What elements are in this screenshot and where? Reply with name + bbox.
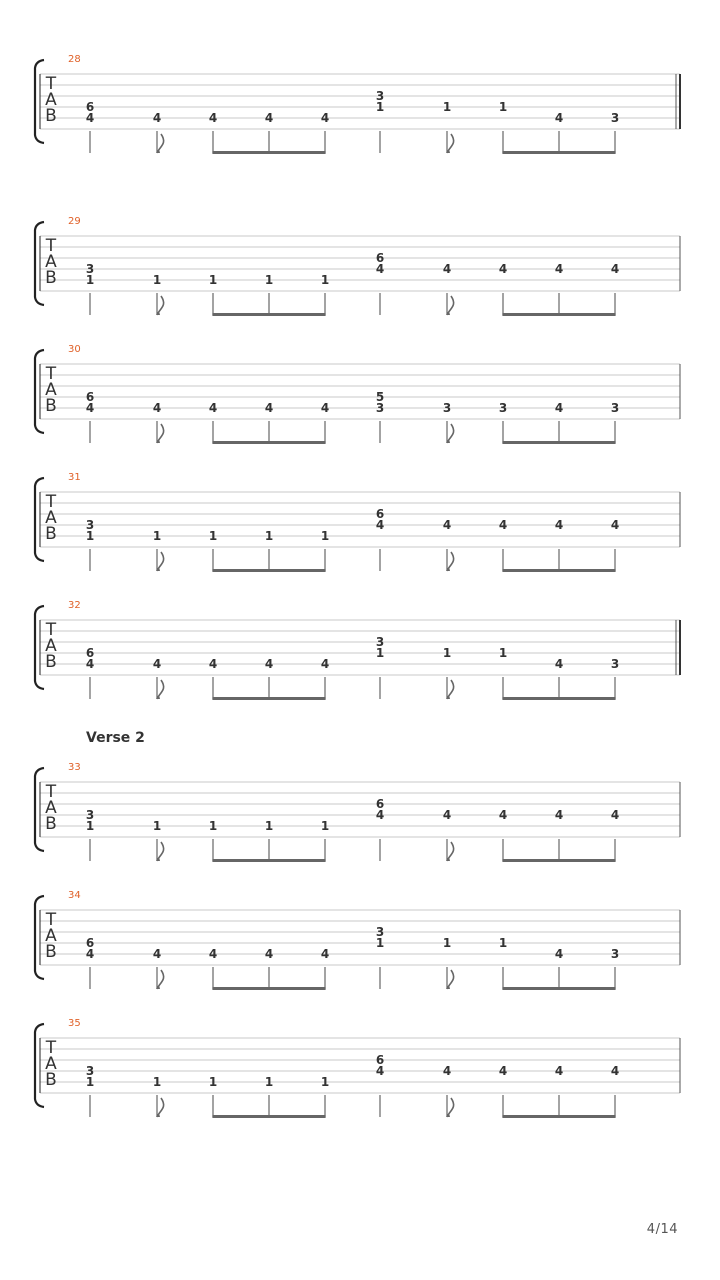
fret-number: 4 [610,1064,620,1078]
fret-number: 4 [554,947,564,961]
fret-number: 1 [320,1075,330,1089]
note-flag [447,842,454,861]
fret-number: 4 [85,947,95,961]
tab-clef-letter: A [45,252,57,272]
fret-number: 4 [554,111,564,125]
tab-clef-letter: A [45,926,57,946]
fret-number: 3 [375,89,385,103]
note-flag [157,424,164,443]
fret-number: 1 [442,100,452,114]
note-flag [157,1098,164,1117]
fret-number: 4 [442,518,452,532]
fret-number: 4 [85,657,95,671]
note-beam [212,1115,325,1118]
fret-number: 6 [375,797,385,811]
tab-clef-letter: A [45,798,57,818]
note-beam [212,151,325,154]
fret-number: 1 [208,273,218,287]
tab-clef-letter: T [45,620,57,640]
fret-number: 4 [152,401,162,415]
section-label: Verse 2 [86,730,145,746]
note-beam [212,859,325,862]
note-beam [502,151,615,154]
note-flag [157,970,164,989]
measure-number: 35 [68,1018,81,1029]
measure-number: 32 [68,600,81,611]
tab-clef-letter: A [45,380,57,400]
fret-number: 4 [264,401,274,415]
fret-number: 1 [152,273,162,287]
fret-number: 1 [320,273,330,287]
fret-number: 4 [264,657,274,671]
fret-number: 3 [375,635,385,649]
measure-number: 33 [68,762,81,773]
fret-number: 3 [610,111,620,125]
fret-number: 4 [442,808,452,822]
fret-number: 1 [498,646,508,660]
fret-number: 3 [610,947,620,961]
fret-number: 4 [375,518,385,532]
tab-clef-letter: T [45,1038,57,1058]
fret-number: 4 [554,657,564,671]
fret-number: 3 [375,401,385,415]
fret-number: 4 [152,111,162,125]
fret-number: 5 [375,390,385,404]
fret-number: 4 [554,808,564,822]
fret-number: 4 [152,657,162,671]
fret-number: 4 [208,111,218,125]
fret-number: 1 [152,1075,162,1089]
tab-clef-letter: B [45,652,57,672]
note-flag [157,680,164,699]
fret-number: 4 [610,262,620,276]
tab-clef-letter: T [45,364,57,384]
fret-number: 3 [85,808,95,822]
fret-number: 3 [442,401,452,415]
note-beam [502,569,615,572]
tab-clef-letter: B [45,1070,57,1090]
measure-number: 31 [68,472,81,483]
note-beam [212,987,325,990]
fret-number: 1 [208,1075,218,1089]
fret-number: 1 [375,646,385,660]
fret-number: 3 [610,401,620,415]
note-beam [502,441,615,444]
fret-number: 6 [85,390,95,404]
fret-number: 1 [85,529,95,543]
tab-clef-letter: T [45,236,57,256]
fret-number: 4 [375,808,385,822]
fret-number: 3 [498,401,508,415]
fret-number: 4 [320,657,330,671]
fret-number: 1 [320,819,330,833]
fret-number: 1 [264,819,274,833]
fret-number: 4 [85,401,95,415]
tab-clef-letter: A [45,1054,57,1074]
measure-number: 30 [68,344,81,355]
note-flag [447,424,454,443]
tab-clef-letter: A [45,636,57,656]
fret-number: 4 [375,262,385,276]
fret-number: 1 [498,100,508,114]
fret-number: 1 [152,819,162,833]
note-flag [447,1098,454,1117]
note-flag [157,842,164,861]
fret-number: 4 [320,947,330,961]
fret-number: 4 [320,401,330,415]
fret-number: 1 [264,1075,274,1089]
note-flag [447,680,454,699]
fret-number: 3 [85,518,95,532]
tab-clef-letter: B [45,942,57,962]
fret-number: 3 [85,1064,95,1078]
fret-number: 4 [320,111,330,125]
tab-clef-letter: B [45,524,57,544]
tab-clef-letter: T [45,782,57,802]
note-beam [212,441,325,444]
fret-number: 6 [375,507,385,521]
fret-number: 1 [375,936,385,950]
fret-number: 6 [85,100,95,114]
tab-clef-letter: T [45,492,57,512]
fret-number: 4 [498,262,508,276]
tab-clef-letter: B [45,396,57,416]
fret-number: 1 [208,529,218,543]
measure-number: 28 [68,54,81,65]
fret-number: 4 [264,111,274,125]
fret-number: 4 [264,947,274,961]
fret-number: 6 [375,1053,385,1067]
tab-clef-letter: B [45,814,57,834]
fret-number: 1 [498,936,508,950]
note-flag [157,296,164,315]
fret-number: 1 [442,646,452,660]
fret-number: 1 [264,529,274,543]
note-flag [157,552,164,571]
tab-clef-letter: B [45,106,57,126]
fret-number: 4 [498,1064,508,1078]
measure-number: 29 [68,216,81,227]
fret-number: 6 [85,646,95,660]
note-beam [502,859,615,862]
fret-number: 3 [610,657,620,671]
note-flag [157,134,164,153]
fret-number: 1 [320,529,330,543]
fret-number: 4 [554,518,564,532]
page-number: 4/14 [646,1222,678,1237]
fret-number: 4 [375,1064,385,1078]
fret-number: 6 [375,251,385,265]
fret-number: 4 [610,808,620,822]
note-beam [212,697,325,700]
note-beam [212,569,325,572]
tab-clef-letter: B [45,268,57,288]
fret-number: 4 [208,657,218,671]
fret-number: 1 [85,1075,95,1089]
tab-clef-letter: A [45,508,57,528]
tab-clef-letter: T [45,910,57,930]
fret-number: 1 [85,273,95,287]
fret-number: 4 [554,262,564,276]
note-flag [447,296,454,315]
fret-number: 4 [442,262,452,276]
fret-number: 4 [208,947,218,961]
tab-clef-letter: T [45,74,57,94]
fret-number: 3 [85,262,95,276]
note-beam [212,313,325,316]
fret-number: 4 [152,947,162,961]
measure-number: 34 [68,890,81,901]
fret-number: 6 [85,936,95,950]
fret-number: 4 [85,111,95,125]
note-beam [502,987,615,990]
fret-number: 1 [264,273,274,287]
fret-number: 4 [208,401,218,415]
fret-number: 1 [152,529,162,543]
note-flag [447,552,454,571]
fret-number: 4 [498,518,508,532]
fret-number: 4 [498,808,508,822]
note-flag [447,970,454,989]
note-beam [502,1115,615,1118]
note-beam [502,697,615,700]
fret-number: 4 [554,1064,564,1078]
note-beam [502,313,615,316]
fret-number: 1 [442,936,452,950]
fret-number: 4 [610,518,620,532]
fret-number: 4 [442,1064,452,1078]
fret-number: 4 [554,401,564,415]
fret-number: 1 [208,819,218,833]
fret-number: 3 [375,925,385,939]
tab-clef-letter: A [45,90,57,110]
note-flag [447,134,454,153]
fret-number: 1 [85,819,95,833]
fret-number: 1 [375,100,385,114]
